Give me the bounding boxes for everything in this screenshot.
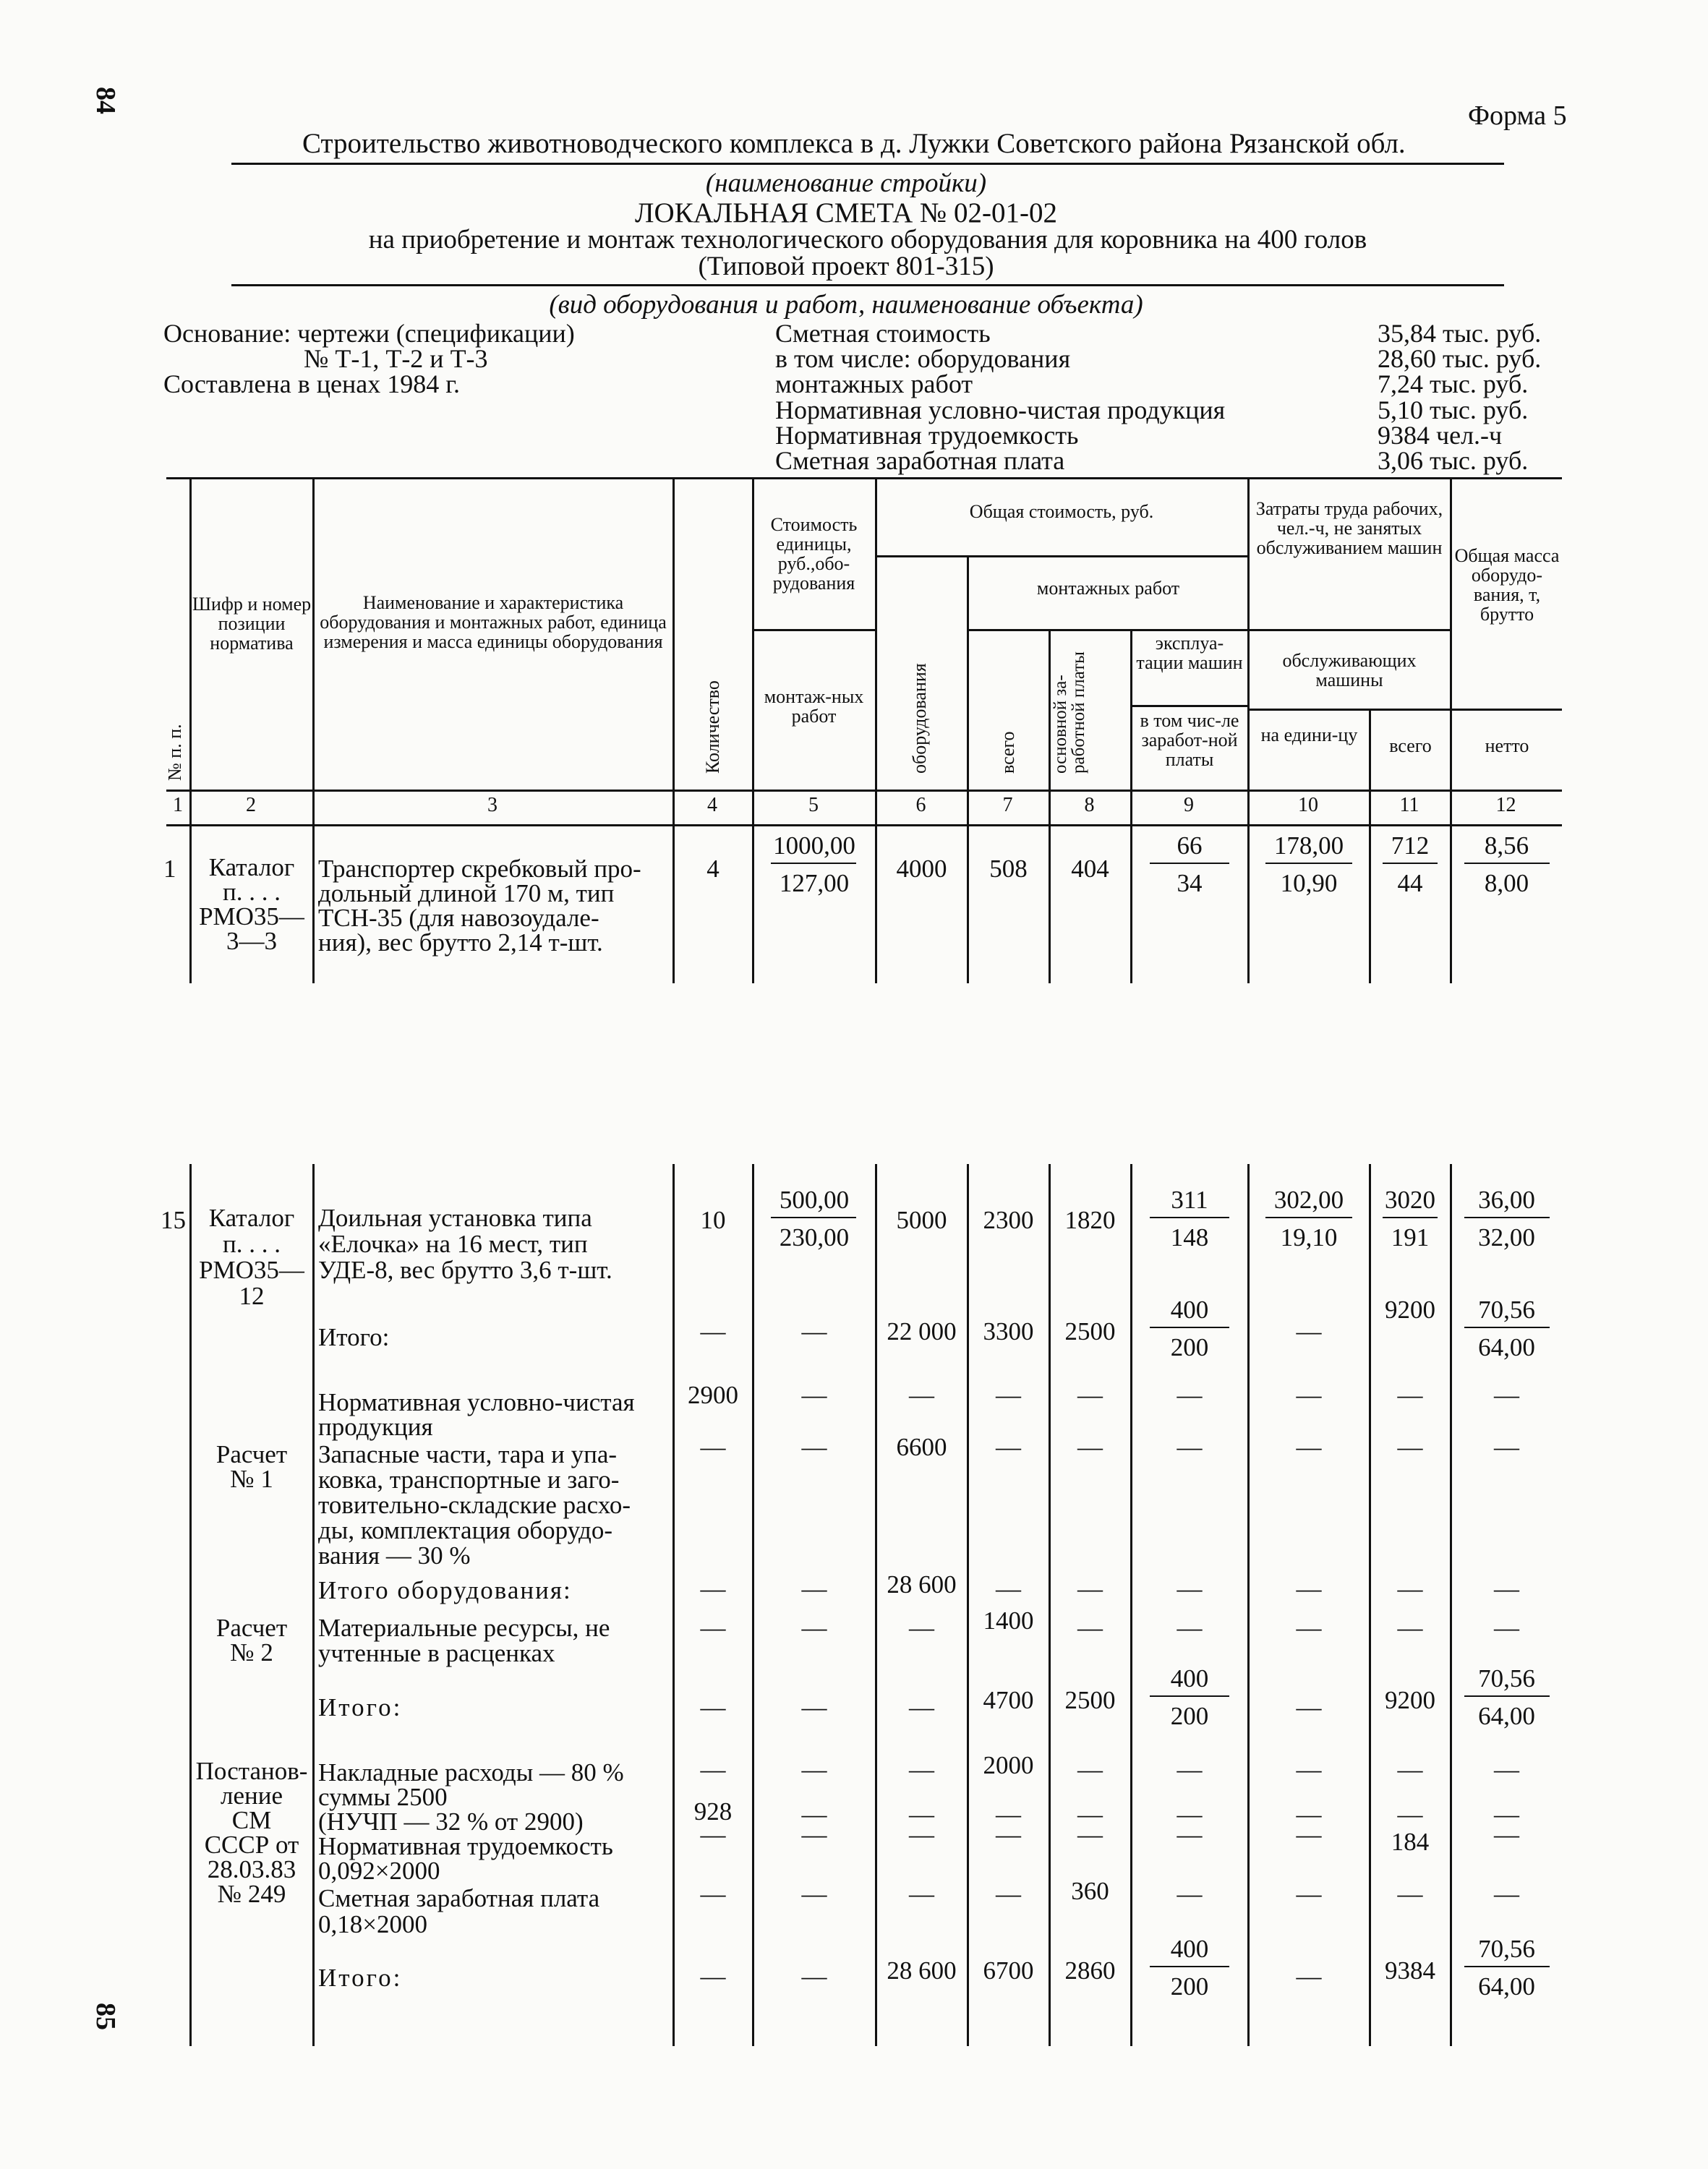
row15-qty: 10 xyxy=(700,1206,726,1234)
estimate-title: ЛОКАЛЬНАЯ СМЕТА № 02-01-02 xyxy=(635,197,1057,228)
spare-code: № 1 xyxy=(230,1465,273,1493)
spare-label: товительно-складские расхо- xyxy=(318,1491,631,1519)
summary-label: в том числе: оборудования xyxy=(775,344,1071,374)
cell-wage: 360 xyxy=(1071,1877,1109,1905)
cell-mach-top: 400 xyxy=(1170,1935,1209,1963)
materials-code: № 2 xyxy=(230,1638,273,1667)
page-number-bottom: 85 xyxy=(90,2003,121,2030)
cell-mass: — xyxy=(1494,1575,1519,1603)
overhead-code: № 249 xyxy=(217,1880,286,1908)
basis-line-3: Составлена в ценах 1984 г. xyxy=(163,369,460,398)
cell-mass-top: 70,56 xyxy=(1478,1935,1535,1963)
cell-mass: — xyxy=(1494,1880,1519,1908)
cell-qty: — xyxy=(700,1821,726,1849)
cell-laball: — xyxy=(1397,1880,1423,1908)
row15name-line: Доильная установка типа xyxy=(318,1204,592,1232)
cell-laball: — xyxy=(1397,1433,1423,1461)
summary-label: Сметная стоимость xyxy=(775,319,991,348)
labor-header: Затраты труда рабочих, чел.-ч, не занятых обслуживанием машин xyxy=(1255,498,1443,558)
spare-code: Расчет xyxy=(215,1440,288,1468)
row1-total: 508 xyxy=(989,855,1028,883)
cell-mach-bottom: 200 xyxy=(1170,1972,1209,2001)
row1-labor-bottom: 10,90 xyxy=(1280,869,1338,897)
mass-header: Общая масса оборудо-вания, т, брутто xyxy=(1454,545,1560,625)
row1name-line: дольный длиной 170 м, тип xyxy=(318,879,615,907)
page-number-top: 84 xyxy=(90,87,121,114)
overhead-label: (НУЧП — 32 % от 2900) xyxy=(318,1808,584,1836)
row1-machine-bottom: 34 xyxy=(1177,869,1203,897)
row15code-line: РМО35— xyxy=(199,1256,304,1284)
cell-lab: — xyxy=(1296,1800,1322,1828)
column-number: 7 xyxy=(1002,794,1013,816)
cell-wage: 2500 xyxy=(1064,1317,1116,1346)
cell-lab: — xyxy=(1296,1317,1322,1346)
cell-uc: — xyxy=(801,1433,827,1461)
overhead-code: СМ xyxy=(231,1806,272,1834)
cell-lab: — xyxy=(1296,1962,1322,1990)
row1-machine-top: 66 xyxy=(1177,831,1203,860)
cell-wage: — xyxy=(1077,1381,1103,1409)
cell-laball: — xyxy=(1397,1575,1423,1603)
cell-uc: — xyxy=(801,1381,827,1409)
cell-mass: — xyxy=(1494,1614,1519,1642)
row15-machine-bottom: 148 xyxy=(1170,1223,1209,1252)
materials-label: учтенные в расценках xyxy=(318,1639,555,1667)
cell-total: — xyxy=(996,1381,1021,1409)
cell-qty: — xyxy=(700,1880,726,1908)
materials-code: Расчет xyxy=(215,1614,288,1642)
cell-uc: — xyxy=(801,1614,827,1642)
cell-equip: — xyxy=(909,1693,934,1721)
cell-total: 3300 xyxy=(983,1317,1034,1346)
row1code-line: Каталог xyxy=(208,853,295,881)
spare-label: Запасные части, тара и упа- xyxy=(318,1440,618,1468)
cell-wage: — xyxy=(1077,1614,1103,1642)
summary-value: 7,24 тыс. руб. xyxy=(1378,369,1529,399)
summary-value: 3,06 тыс. руб. xyxy=(1378,446,1529,475)
cell-equip: 28 600 xyxy=(887,1570,957,1599)
servicing-header: обслуживающих машины xyxy=(1282,650,1417,690)
overhead-code: ление xyxy=(221,1781,283,1810)
row15name-line: «Елочка» на 16 мест, тип xyxy=(318,1230,588,1258)
cell-mach: — xyxy=(1177,1614,1203,1642)
labor-norm-label: Нормативная трудоемкость xyxy=(318,1832,613,1860)
cell-total: 4700 xyxy=(983,1686,1034,1714)
row1-mass-top: 8,56 xyxy=(1484,831,1529,860)
cell-mach-top: 400 xyxy=(1170,1664,1209,1693)
row15-total: 2300 xyxy=(983,1206,1034,1234)
cell-uc: — xyxy=(801,1821,827,1849)
cell-qty: — xyxy=(700,1317,726,1346)
summary-label: Нормативная условно-чистая продукция xyxy=(775,395,1226,424)
cell-wage: 2860 xyxy=(1064,1956,1116,1985)
per-unit-header: на едини-цу xyxy=(1260,724,1358,745)
cell-mass-top: 70,56 xyxy=(1478,1664,1535,1693)
row1code-line: 3—3 xyxy=(226,927,277,955)
estimate-subtitle: на приобретение и монтаж технологического оборудования для коровника на 400 голов xyxy=(368,225,1367,254)
cell-mass: — xyxy=(1494,1800,1519,1828)
row1name-line: ния), вес брутто 2,14 т-шт. xyxy=(318,928,603,957)
fraction-line xyxy=(1464,1966,1550,1967)
row1-labor-all-bottom: 44 xyxy=(1397,869,1423,897)
cell-laball: 184 xyxy=(1391,1828,1430,1856)
summary-label: монтажных работ xyxy=(775,369,973,399)
cell-mass-bottom: 64,00 xyxy=(1478,1702,1535,1730)
nuchp-label: продукция xyxy=(318,1413,433,1441)
column-number: 10 xyxy=(1298,794,1318,816)
cell-wage: — xyxy=(1077,1755,1103,1784)
row1-mass-bottom: 8,00 xyxy=(1484,869,1529,897)
incl-wage-header: в том чис-ле заработ-ной платы xyxy=(1140,710,1239,770)
cell-qty: — xyxy=(700,1962,726,1990)
cell-laball: 9200 xyxy=(1385,1686,1435,1714)
cell-total: 6700 xyxy=(983,1956,1034,1985)
cell-uc: — xyxy=(801,1575,827,1603)
row1-qty: 4 xyxy=(706,855,720,883)
row15-labor-all-top: 3020 xyxy=(1385,1186,1435,1214)
row1-unit-cost-bottom: 127,00 xyxy=(779,869,850,897)
construction-caption: (наименование стройки) xyxy=(705,168,987,198)
overhead-code: СССР от xyxy=(204,1831,299,1859)
row15-labor-bottom: 19,10 xyxy=(1280,1223,1338,1252)
cell-lab: — xyxy=(1296,1821,1322,1849)
column-number: 3 xyxy=(487,794,498,816)
column-number: 4 xyxy=(707,794,717,816)
cell-mass-bottom: 64,00 xyxy=(1478,1972,1535,2001)
cell-equip: 28 600 xyxy=(887,1956,957,1985)
cell-mach: — xyxy=(1177,1800,1203,1828)
project-number: (Типовой проект 801-315) xyxy=(698,252,994,281)
row1code-line: п. . . . xyxy=(223,878,281,906)
col-number-header: № п. п. xyxy=(164,724,185,781)
cell-wage: 2500 xyxy=(1064,1686,1116,1714)
row1name-line: Транспортер скребковый про- xyxy=(318,855,641,883)
column-number: 6 xyxy=(915,794,926,816)
cell-mach: — xyxy=(1177,1880,1203,1908)
col-name-header: Наименование и характеристика оборудования и монтажных работ, единица измерения и масса единицы оборудования xyxy=(320,592,667,652)
column-number: 1 xyxy=(173,794,183,816)
cell-total: 2000 xyxy=(983,1751,1034,1779)
column-number: 9 xyxy=(1184,794,1194,816)
cell-mach: — xyxy=(1177,1821,1203,1849)
cell-qty: — xyxy=(700,1693,726,1721)
cell-lab: — xyxy=(1296,1614,1322,1642)
netto-header: нетто xyxy=(1485,735,1529,756)
itogo1-label: Итого: xyxy=(318,1323,390,1351)
row15-number: 15 xyxy=(161,1206,186,1234)
cell-uc: — xyxy=(801,1693,827,1721)
cell-total: — xyxy=(996,1880,1021,1908)
itogo-equip-label: Итого оборудования: xyxy=(318,1576,572,1604)
summary-value: 9384 чел.-ч xyxy=(1378,420,1503,450)
row1-number: 1 xyxy=(163,855,176,883)
row15-wage: 1820 xyxy=(1064,1206,1116,1234)
row15-mass-bottom: 32,00 xyxy=(1478,1223,1535,1252)
col-base-wage-header: основной за-работной платы xyxy=(1051,651,1088,774)
spare-label: ковка, транспортные и заго- xyxy=(318,1466,620,1494)
wage-est-label: Сметная заработная плата xyxy=(318,1884,600,1912)
cell-total: — xyxy=(996,1800,1021,1828)
summary-value: 5,10 тыс. руб. xyxy=(1378,395,1529,424)
row1code-line: РМО35— xyxy=(199,902,304,931)
cell-equip: 22 000 xyxy=(887,1317,957,1346)
cell-laball: 9384 xyxy=(1385,1956,1435,1985)
cell-laball: — xyxy=(1397,1614,1423,1642)
basis-line-1: Основание: чертежи (спецификации) xyxy=(163,319,575,348)
spare-label: вания — 30 % xyxy=(318,1541,471,1570)
cell-mass: — xyxy=(1494,1381,1519,1409)
row15-unit-cost-bottom: 230,00 xyxy=(779,1223,850,1252)
overhead-code: 28.03.83 xyxy=(207,1855,296,1883)
row15-labor-all-bottom: 191 xyxy=(1391,1223,1430,1252)
fraction-line xyxy=(1464,1695,1550,1697)
construction-name: Строительство животноводческого комплекса в д. Лужки Советского района Рязанской обл. xyxy=(302,128,1406,159)
fraction-line xyxy=(1150,1695,1229,1697)
cell-qty: — xyxy=(700,1755,726,1784)
object-caption: (вид оборудования и работ, наименование объекта) xyxy=(549,290,1143,320)
materials-label: Материальные ресурсы, не xyxy=(318,1614,610,1642)
row15-equip: 5000 xyxy=(896,1206,947,1234)
column-number: 5 xyxy=(808,794,819,816)
summary-value: 35,84 тыс. руб. xyxy=(1378,319,1542,348)
unit-cost-mount-header: монтаж-ных работ xyxy=(764,686,864,727)
col-equipment-header: оборудования xyxy=(909,663,930,774)
row1-equip: 4000 xyxy=(896,855,947,883)
column-number: 12 xyxy=(1495,794,1516,816)
cell-laball: 9200 xyxy=(1385,1296,1435,1324)
cell-lab: — xyxy=(1296,1433,1322,1461)
cell-equip: — xyxy=(909,1614,934,1642)
cell-mach-bottom: 200 xyxy=(1170,1702,1209,1730)
cell-laball: — xyxy=(1397,1755,1423,1784)
row15-mass-top: 36,00 xyxy=(1478,1186,1535,1214)
cell-total: — xyxy=(996,1821,1021,1849)
itogo2-label: Итого: xyxy=(318,1693,403,1721)
cell-total: — xyxy=(996,1575,1021,1603)
mount-works-header: монтажных работ xyxy=(1036,578,1180,599)
summary-value: 28,60 тыс. руб. xyxy=(1378,344,1542,374)
row1-wage: 404 xyxy=(1071,855,1109,883)
row1-unit-cost-top: 1000,00 xyxy=(773,831,855,860)
cell-wage: — xyxy=(1077,1800,1103,1828)
cell-mach-bottom: 200 xyxy=(1170,1333,1209,1361)
cell-uc: — xyxy=(801,1755,827,1784)
cell-total: — xyxy=(996,1433,1021,1461)
cell-lab: — xyxy=(1296,1381,1322,1409)
cell-equip: — xyxy=(909,1755,934,1784)
cell-qty: 928 xyxy=(693,1797,733,1826)
cell-mach-top: 400 xyxy=(1170,1296,1209,1324)
cell-uc: — xyxy=(801,1962,827,1990)
cell-lab: — xyxy=(1296,1693,1322,1721)
cell-mass-top: 70,56 xyxy=(1478,1296,1535,1324)
cell-uc: — xyxy=(801,1317,827,1346)
overhead-code: Постанов- xyxy=(195,1757,308,1785)
cell-equip: — xyxy=(909,1800,934,1828)
row1-labor-all-top: 712 xyxy=(1391,831,1430,860)
row1name-line: ТСН-35 (для навозоудале- xyxy=(318,904,599,932)
cell-mass-bottom: 64,00 xyxy=(1478,1333,1535,1361)
cell-uc: — xyxy=(801,1800,827,1828)
row15-labor-top: 302,00 xyxy=(1273,1186,1344,1214)
cell-qty: — xyxy=(700,1614,726,1642)
total-cost-header: Общая стоимость, руб. xyxy=(969,501,1154,522)
cell-mass: — xyxy=(1494,1755,1519,1784)
column-number: 11 xyxy=(1399,794,1419,816)
cell-mach: — xyxy=(1177,1381,1203,1409)
cell-wage: — xyxy=(1077,1575,1103,1603)
labor-norm-label: 0,092×2000 xyxy=(318,1857,440,1885)
all-header: всего xyxy=(1389,735,1432,756)
cell-uc: — xyxy=(801,1880,827,1908)
nuchp-label: Нормативная условно-чистая xyxy=(318,1388,635,1416)
cell-qty: — xyxy=(700,1433,726,1461)
summary-label: Нормативная трудоемкость xyxy=(775,420,1079,450)
fraction-line xyxy=(1464,1327,1550,1328)
cell-mach: — xyxy=(1177,1575,1203,1603)
cell-mass: — xyxy=(1494,1821,1519,1849)
cell-equip: — xyxy=(909,1821,934,1849)
cell-wage: — xyxy=(1077,1433,1103,1461)
cell-laball: — xyxy=(1397,1381,1423,1409)
itogo3-label: Итого: xyxy=(318,1964,403,1992)
cell-equip: 6600 xyxy=(896,1433,947,1461)
row15code-line: Каталог xyxy=(208,1204,295,1232)
cell-qty: — xyxy=(700,1575,726,1603)
fraction-line xyxy=(1150,1327,1229,1328)
column-number: 2 xyxy=(246,794,256,816)
cell-lab: — xyxy=(1296,1575,1322,1603)
cell-equip: — xyxy=(909,1880,934,1908)
spare-label: ды, комплектация оборудо- xyxy=(318,1516,612,1544)
cell-mach: — xyxy=(1177,1433,1203,1461)
overhead-label: Накладные расходы — 80 % xyxy=(318,1758,624,1787)
row15-unit-cost-top: 500,00 xyxy=(779,1186,850,1214)
form-label: Форма 5 xyxy=(1468,100,1567,131)
wage-est-label: 0,18×2000 xyxy=(318,1910,427,1938)
cell-laball: — xyxy=(1397,1800,1423,1828)
cell-equip: — xyxy=(909,1381,934,1409)
row15-machine-top: 311 xyxy=(1171,1186,1208,1214)
row15code-line: 12 xyxy=(239,1282,265,1310)
column-number: 8 xyxy=(1084,794,1095,816)
cell-qty: 2900 xyxy=(688,1381,738,1409)
row15code-line: п. . . . xyxy=(223,1230,281,1258)
col-total-header: всего xyxy=(997,731,1018,774)
summary-label: Сметная заработная плата xyxy=(775,446,1065,475)
cell-lab: — xyxy=(1296,1880,1322,1908)
unit-cost-equip-header: Стоимость единицы, руб.,обо-рудования xyxy=(770,514,858,594)
cell-mass: — xyxy=(1494,1433,1519,1461)
cell-mach: — xyxy=(1177,1755,1203,1784)
cell-lab: — xyxy=(1296,1755,1322,1784)
col-qty-header: Количество xyxy=(702,680,723,774)
col-code-header: Шифр и номер позиции норматива xyxy=(192,594,312,654)
row1-labor-top: 178,00 xyxy=(1273,831,1344,860)
row15name-line: УДЕ-8, вес брутто 3,6 т-шт. xyxy=(318,1256,612,1284)
cell-total: 1400 xyxy=(983,1607,1034,1635)
basis-line-2: № Т-1, Т-2 и Т-3 xyxy=(304,344,488,373)
fraction-line xyxy=(1150,1966,1229,1967)
machine-use-header: эксплуа-тации машин xyxy=(1136,633,1243,673)
cell-wage: — xyxy=(1077,1821,1103,1849)
overhead-label: суммы 2500 xyxy=(318,1783,448,1811)
